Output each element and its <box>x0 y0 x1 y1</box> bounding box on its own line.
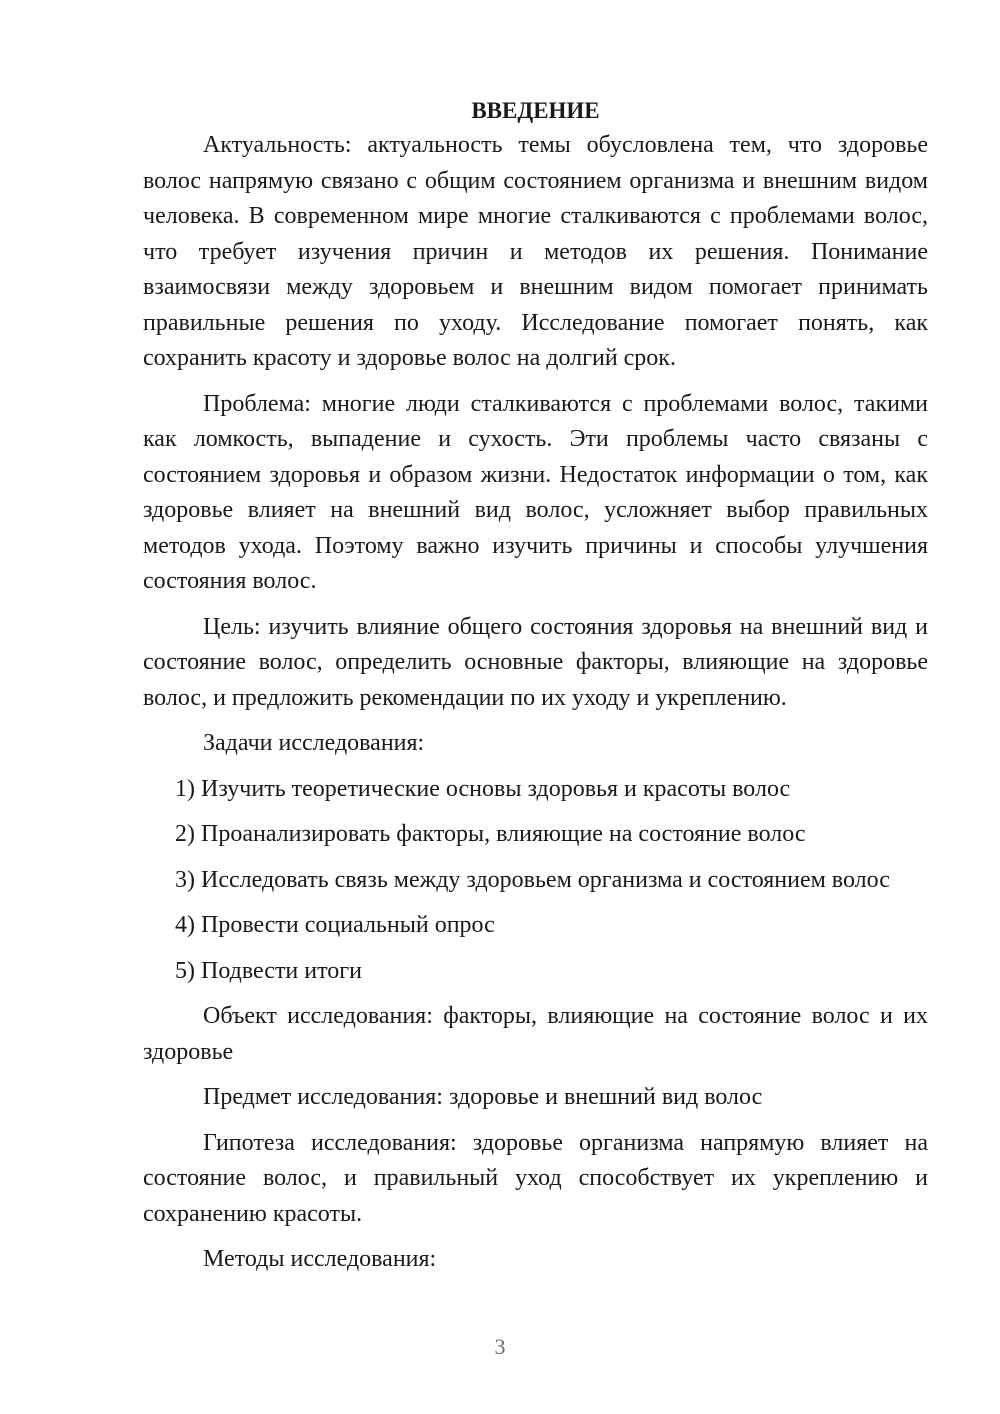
paragraph-object: Объект исследования: факторы, влияющие на состояние волос и их здоровье <box>143 1003 928 1065</box>
section-title: ВВЕДЕНИЕ <box>471 98 600 123</box>
page-number: 3 <box>494 1334 506 1359</box>
methods-heading: Методы исследования: <box>203 1246 437 1272</box>
paragraph-subject: Предмет исследования: здоровье и внешний вид волос <box>203 1084 763 1110</box>
paragraph-hypothesis: Гипотеза исследования: здоровье организма напрямую влияет на состояние волос, и правильный уход способствует их укреплению и сохранению красоты. <box>143 1129 928 1227</box>
list-item: 2) Проанализировать факторы, влияющие на состояние волос <box>175 821 806 847</box>
list-item: 5) Подвести итоги <box>175 957 362 984</box>
paragraph-goal: Цель: изучить влияние общего состояния здоровья на внешний вид и состояние волос, определить основные факторы, влияющие на здоровье волос, и предложить рекомендации по их уходу и укреплению. <box>143 613 928 711</box>
page-content <box>143 96 928 1288</box>
list-item: 3) Исследовать связь между здоровьем организма и состоянием волос <box>175 866 890 893</box>
list-item: 1) Изучить теоретические основы здоровья и красоты волос <box>175 775 791 802</box>
paragraph-relevance: Актуальность: актуальность темы обусловлена тем, что здоровье волос напрямую связано с общим состоянием организма и внешним видом человека. В современном мире многие сталкиваются с проблемами волос, что требует изучения причин и методов их решения. Понимание взаимосвязи между здоровьем и внешним видом помогает принимать правильные решения по уходу. Исследование помогает понять, как сохранить красоту и здоровье волос на долгий срок. <box>143 132 928 371</box>
tasks-heading: Задачи исследования: <box>203 730 425 756</box>
list-item: 4) Провести социальный опрос <box>175 912 495 938</box>
tasks-list <box>143 772 928 990</box>
paragraph-problem: Проблема: многие люди сталкиваются с проблемами волос, такими как ломкость, выпадение и сухость. Эти проблемы часто связаны с состоянием здоровья и образом жизни. Недостаток информации о том, как здоровье влияет на внешний вид волос, усложняет выбор правильных методов ухода. Поэтому важно изучить причины и способы улучшения состояния волос. <box>143 390 928 594</box>
